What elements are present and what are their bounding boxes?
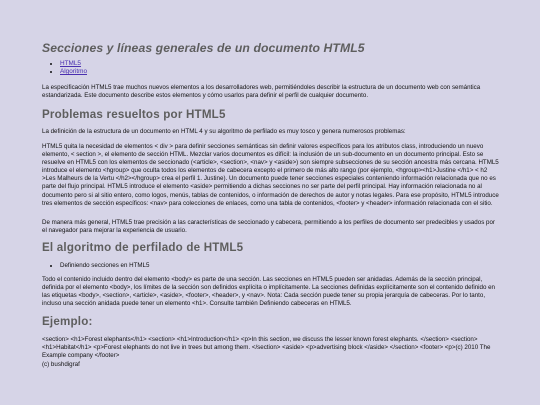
section-heading-ejemplo: Ejemplo: [42, 315, 93, 328]
intro-paragraph: La especificación HTML5 trae muchos nuevos elementos a los desarrolladores web, permitiéndoles describir la estructura de un documento web con semántica estandarizada. Este documento describe estos elementos y cómo usarlos para definir el perfil de cualquier documento. [42, 84, 481, 100]
toc-link-html5[interactable]: HTML5 [60, 60, 81, 67]
toc-item [60, 60, 87, 68]
example-code: <section> <h1>Forest elephants</h1> <section> <h1>Introduction</h1> <p>In this section, we discuss the lesser known forest elephants. </section> <section> <h1>Habitat</h1> <p>Forest elephants do not live in trees but among them. </section> <aside> <p>advertising block </aside> </section> <footer> <p>(c) 2010 The Example company </footer> [42, 336, 491, 360]
toc-item [60, 68, 87, 76]
page-title: Secciones y líneas generales de un documento HTML5 [42, 41, 365, 55]
credit-line: (c) bushdigraf [42, 361, 80, 368]
section-heading-algoritmo: El algoritmo de perfilado de HTML5 [42, 241, 244, 254]
section2-paragraph-1: Todo el contenido incluido dentro del elemento <body> es parte de una sección. Las secciones en HTML5 pueden ser anidadas. Además de la sección principal, definida por el elemento <body>, los límites de la sección son definidos explícita o implícitamente. La secciones definidas explícitamente son el contenido definido en las etiquetas <body>, <section>, <article>, <aside>, <footer>, <header>, y <nav>. Nota: Cada sección puede tener su propia jerarquía de cabeceras. Por lo tanto, incluso una sección anidada puede tener un elemento <h1>. Consulte también Definiendo cabeceras en HTML5. [42, 276, 495, 308]
section1-paragraph-3: De manera más general, HTML5 trae precisión a las características de seccionado y cabecera, permitiendo a los perfiles de documento ser predecibles y usados por el navegador para mejorar la experiencia de usuario. [42, 219, 495, 235]
table-of-contents [42, 60, 87, 76]
section-heading-problemas: Problemas resueltos por HTML5 [42, 108, 226, 121]
list-item: • Definiendo secciones en HTML5 [60, 262, 149, 270]
section1-paragraph-2: HTML5 quita la necesidad de elementos < div > para definir secciones semánticas sin definir valores específicos para los atributos class, introduciendo un nuevo elemento, < section >, el elemento de sección HTML. Mezclar varios documentos es difícil: la inclusión de un sub-documento en un documento principal. Esto se resuelve en HTML5 con los elementos de seccionado (<article>, <section>, <nav> y <aside>) son siempre subsecciones de su sección ancestra más cercana. HTML5 introduce el elemento <hgroup> que oculta todos los elementos de cabecera excepto el primero de más alto rango (por ejemplo, <hgroup><h1>Justine </h1> < h2 >Les Malheurs de la Vertu </h2></hgroup> crea el perfil 1. Justine). Un documento puede tener secciones especiales conteniendo información relacionada que no es parte del flujo principal. HTML5 introduce el elemento <aside> permitiendo a dichas secciones no ser parte del perfil principal. Hay información relacionada no al documento pero si al sitio entero, como logos, menús, tablas de contenidos, o información de derechos de autor y notas legales. Para ese propósito, HTML5 introduce tres elementos de sección específicos: <nav> para colecciones de enlaces, como una tabla de contenidos, <footer> y <header> información relacionada con el sitio. [42, 143, 499, 207]
section2-bullet-list [42, 262, 149, 270]
section1-paragraph-1: La definición de la estructura de un documento en HTML 4 y su algoritmo de perfilado es muy tosco y genera numerosos problemas: [42, 128, 406, 135]
toc-link-algoritmo[interactable]: Algoritmo [60, 68, 87, 75]
